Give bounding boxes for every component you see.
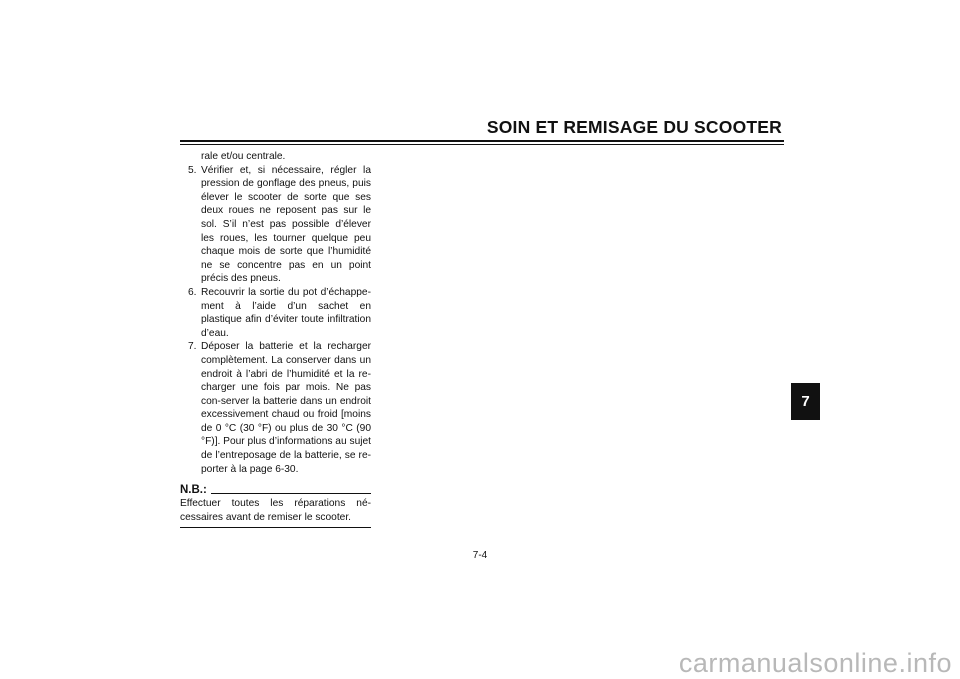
steps-list bbox=[180, 164, 371, 477]
page-header bbox=[180, 117, 784, 145]
note-bottom-rule bbox=[180, 527, 371, 528]
watermark: carmanualsonline.info bbox=[678, 648, 952, 678]
note-text: Effectuer toutes les réparations né-cessaires avant de remiser le scooter. bbox=[180, 498, 371, 523]
step-number: 7. bbox=[188, 341, 197, 353]
list-item bbox=[180, 164, 371, 286]
note-header-rule bbox=[211, 493, 371, 494]
list-item bbox=[180, 340, 371, 476]
chapter-tab: 7 bbox=[791, 383, 820, 420]
page-title: SOIN ET REMISAGE DU SCOOTER bbox=[486, 117, 782, 137]
header-rule-thick bbox=[180, 140, 784, 142]
continuation-text: rale et/ou centrale. bbox=[201, 151, 286, 162]
text-column bbox=[180, 150, 371, 528]
note-label: N.B.: bbox=[180, 484, 207, 497]
step-text: Déposer la batterie et la recharger complètement. La conserver dans un endroit à l’abri de l’humidité et la re-charger une fois par mois. Ne pas con-server la batterie dans un endroit excessivement chaud ou froid [moins de 0 °C (30 °F) ou plus de 30 °C (90 °F)]. Pour plus d’informations au sujet de l’entreposage de la batterie, se re-porter à la page 6-30. bbox=[201, 341, 371, 475]
list-item bbox=[180, 286, 371, 340]
page-number: 7-4 bbox=[472, 550, 488, 561]
note-block bbox=[180, 483, 371, 528]
step-text: Vérifier et, si nécessaire, régler la pression de gonflage des pneus, puis élever le scooter de sorte que ses deux roues ne reposent pas sur le sol. S’il n’est pas possible d’élever les roues, les tourner quelque peu chaque mois de sorte que l’humidité ne se concentre pas en un point précis des pneus. bbox=[201, 164, 371, 285]
step-number: 6. bbox=[188, 286, 197, 298]
note-header bbox=[180, 483, 371, 497]
step-text: Recouvrir la sortie du pot d’échappe-ment à l’aide d’un sachet en plastique afin d’éviter toute infiltration d’eau. bbox=[201, 286, 371, 339]
header-rule-thin bbox=[180, 144, 784, 145]
step-number: 5. bbox=[188, 164, 197, 176]
